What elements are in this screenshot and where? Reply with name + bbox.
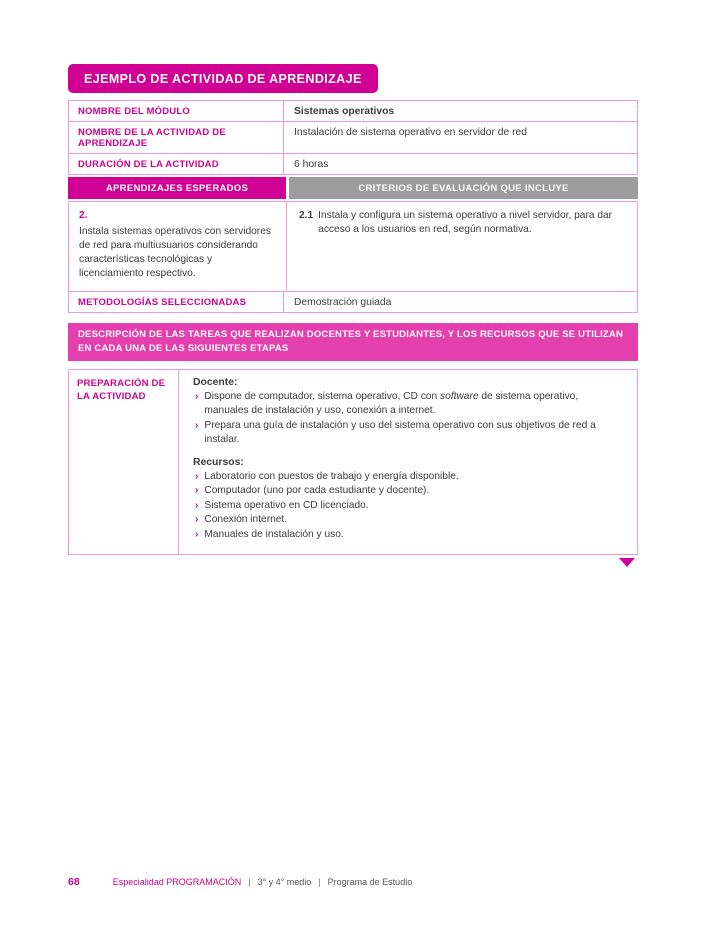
page-footer bbox=[68, 876, 412, 888]
list-item bbox=[193, 390, 623, 419]
bullet-icon: › bbox=[195, 419, 199, 431]
list-item bbox=[193, 499, 623, 513]
row-label: DURACIÓN DE LA ACTIVIDAD bbox=[69, 154, 284, 174]
footer-separator: | bbox=[248, 877, 251, 887]
section-badge-label: EJEMPLO DE ACTIVIDAD DE APRENDIZAJE bbox=[84, 72, 362, 86]
row-value: 6 horas bbox=[294, 159, 329, 170]
list-item-text: Manuales de instalación y uso. bbox=[204, 528, 344, 540]
preparation-label: PREPARACIÓN DE LA ACTIVIDAD bbox=[69, 370, 179, 554]
list-item-text: Sistema operativo en CD licenciado. bbox=[204, 499, 369, 511]
continuation-triangle-icon bbox=[619, 558, 635, 567]
info-row-module bbox=[68, 100, 638, 122]
docente-list bbox=[193, 390, 623, 448]
list-item bbox=[193, 470, 623, 484]
footer-program: Programa de Estudio bbox=[327, 877, 413, 887]
footer-specialty: Especialidad PROGRAMACIÓN bbox=[112, 877, 242, 887]
criteria-text: Instala y configura un sistema operativo a nivel servidor, para dar acceso a los usuarios en red, según normativa. bbox=[318, 210, 613, 236]
bullet-icon: › bbox=[195, 528, 199, 540]
preparation-section bbox=[68, 369, 638, 555]
activity-table bbox=[68, 100, 638, 313]
expected-learning-cell bbox=[69, 202, 287, 291]
list-item-text: Laboratorio con puestos de trabajo y energía disponible. bbox=[204, 470, 459, 482]
col-header-criterios: CRITERIOS DE EVALUACIÓN QUE INCLUYE bbox=[289, 177, 638, 199]
list-item bbox=[193, 513, 623, 527]
bullet-icon: › bbox=[195, 470, 199, 482]
list-item-text: Dispone de computador, sistema operativo, CD con software de sistema operativo, manuales de instalación y uso, conexión a internet. bbox=[204, 390, 579, 417]
document-page bbox=[68, 64, 638, 567]
column-headers-row bbox=[68, 177, 638, 199]
bullet-icon: › bbox=[195, 390, 199, 402]
continuation-indicator bbox=[68, 558, 638, 567]
col-header-aprendizajes: APRENDIZAJES ESPERADOS bbox=[68, 177, 286, 199]
list-item-text: Computador (uno por cada estudiante y docente). bbox=[204, 485, 430, 497]
info-row-duration bbox=[68, 154, 638, 175]
bullet-icon: › bbox=[195, 514, 199, 526]
criteria-cell bbox=[287, 202, 637, 291]
bullet-icon: › bbox=[195, 499, 199, 511]
list-item-text: Conexión internet. bbox=[204, 514, 288, 526]
docente-heading: Docente: bbox=[193, 376, 238, 388]
row-value: Sistemas operativos bbox=[294, 106, 395, 117]
list-item bbox=[193, 484, 623, 498]
bullet-icon: › bbox=[195, 485, 199, 497]
row-label: NOMBRE DEL MÓDULO bbox=[69, 101, 284, 121]
footer-grade: 3° y 4° medio bbox=[257, 877, 312, 887]
preparation-content bbox=[179, 370, 637, 554]
row-value: Instalación de sistema operativo en servidor de red bbox=[294, 127, 527, 138]
recursos-list bbox=[193, 470, 623, 542]
recursos-heading: Recursos: bbox=[193, 456, 244, 468]
page-number: 68 bbox=[68, 876, 80, 888]
methodology-row bbox=[68, 292, 638, 313]
expectations-row bbox=[68, 201, 638, 292]
row-label: NOMBRE DE LA ACTIVIDAD DE APRENDIZAJE bbox=[69, 122, 284, 153]
info-row-activity bbox=[68, 122, 638, 154]
description-banner: DESCRIPCIÓN DE LAS TAREAS QUE REALIZAN DOCENTES Y ESTUDIANTES, Y LOS RECURSOS QUE SE UTILIZAN EN CADA UNA DE LAS SIGUIENTES ETAPAS bbox=[68, 323, 638, 361]
list-item bbox=[193, 528, 623, 542]
list-item bbox=[193, 419, 623, 448]
row-label: METODOLOGÍAS SELECCIONADAS bbox=[69, 292, 284, 312]
section-badge bbox=[68, 64, 378, 93]
footer-separator: | bbox=[318, 877, 321, 887]
criteria-number: 2.1 bbox=[299, 210, 314, 221]
expected-learning-number: 2. bbox=[79, 210, 88, 221]
list-item-text: Prepara una guía de instalación y uso del sistema operativo con sus objetivos de red a instalar. bbox=[204, 419, 596, 446]
expected-learning-text: Instala sistemas operativos con servidores de red para multiusuarios considerando características tecnológicas y licenciamiento respectivo. bbox=[79, 226, 271, 280]
row-value: Demostración guiada bbox=[294, 297, 392, 309]
